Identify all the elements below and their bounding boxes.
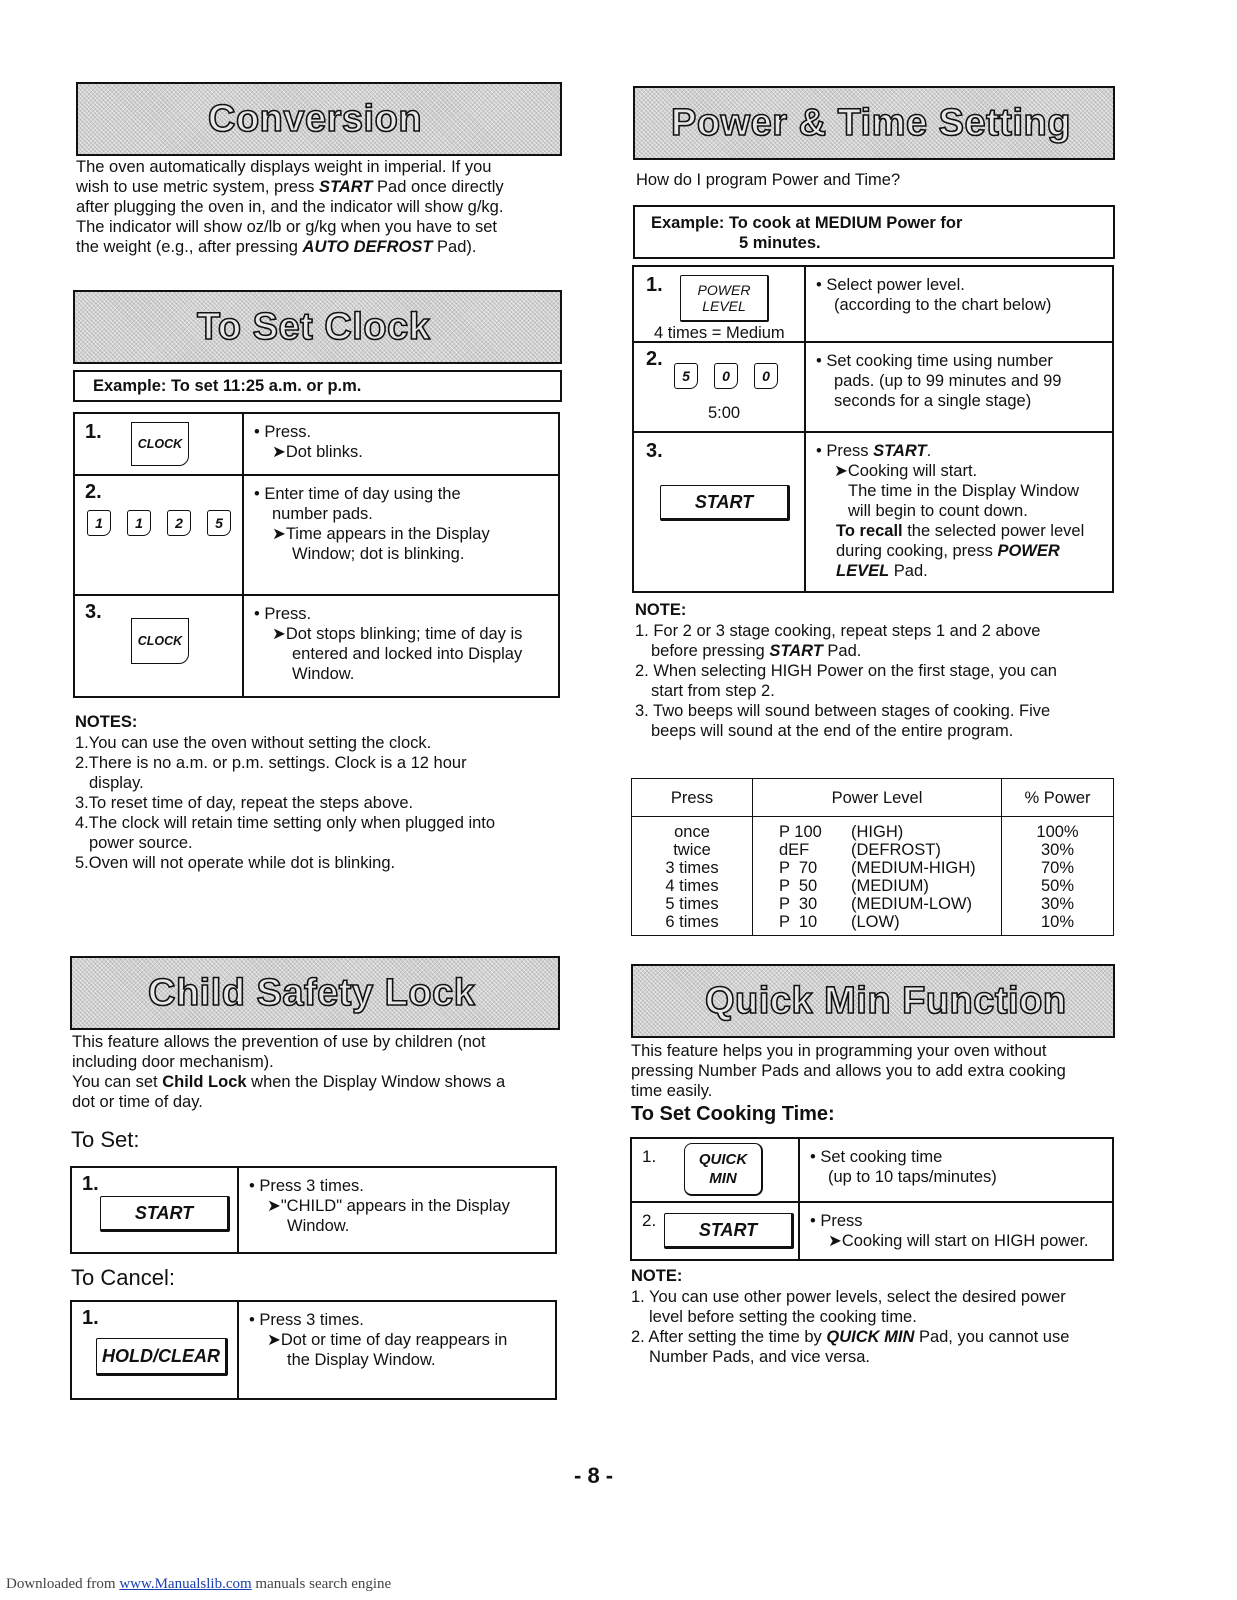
conversion-title: Conversion xyxy=(208,98,423,140)
quick-min-note-heading: NOTE: xyxy=(631,1267,683,1285)
step-number: 1. xyxy=(82,1173,99,1195)
table-cell-level: dEF (DEFROST) xyxy=(779,841,941,859)
table-cell-level: P 100 (HIGH) xyxy=(779,823,904,841)
step-number: 1. xyxy=(82,1307,99,1329)
clock-notes: 1.You can use the oven without setting the clock. 2.There is no a.m. or p.m. settings. Clock is a 12 hour display. 3.To reset time of day, repeat the steps above. 4.The clock will retain time setting only when plugged into power source. 5.Oven will not operate while dot is blinking. xyxy=(75,734,496,872)
conversion-text: The oven automatically displays weight in imperial. If you wish to use metric system, press START Pad once directly after plugging the oven in, and the indicator will show g/kg. The indicator will show oz/lb or g/kg when you have to set the weight (e.g., after pressing AUTO DEFROST Pad). xyxy=(76,158,504,256)
table-cell-level: P 10 (LOW) xyxy=(779,913,900,931)
power-note-heading: NOTE: xyxy=(635,601,687,619)
manualslib-link[interactable]: www.Manualslib.com xyxy=(119,1576,252,1592)
number-pad-0-icon: 0 xyxy=(754,363,778,389)
to-set-cooking-time-heading: To Set Cooking Time: xyxy=(631,1103,835,1125)
step-number: 2. xyxy=(646,348,663,370)
start-pad-icon: START xyxy=(660,485,790,521)
step-number: 3. xyxy=(85,601,102,623)
power-time-banner xyxy=(633,86,1115,160)
column-header: Power Level xyxy=(753,779,1002,817)
step-number: 2. xyxy=(85,481,102,503)
power-steps-table: 1. POWER LEVEL 4 times = Medium • Select power level. (according to the chart below) 2. 5 0 0 5:00 • Set cooking time using number pads. (up to 99 minutes and 99 seconds for a single stage) 3. START • Press START. ➤Cooking will start. The time in the Display Window will begin to count down. To recall the selected power level during cooking, press POWER LEVEL Pad. xyxy=(632,265,1114,593)
column-header: % Power xyxy=(1002,779,1114,817)
quick-min-pad-icon: QUICK MIN xyxy=(684,1143,763,1196)
clock-notes-heading: NOTES: xyxy=(75,713,138,731)
child-lock-text: This feature allows the prevention of use by children (not including door mechanism). You can set Child Lock when the Display Window shows a dot or time of day. xyxy=(72,1033,506,1111)
number-pad-2-icon: 2 xyxy=(167,510,191,536)
clock-title: To Set Clock xyxy=(197,306,431,348)
power-question: How do I program Power and Time? xyxy=(636,171,901,189)
number-pad-5-icon: 5 xyxy=(207,510,231,536)
quick-min-notes: 1. You can use other power levels, select the desired power level before setting the cooking time. 2. After setting the time by QUICK MIN Pad, you cannot use Number Pads, and vice versa. xyxy=(631,1288,1070,1366)
table-cell-level: P 50 (MEDIUM) xyxy=(779,877,929,895)
conversion-banner xyxy=(76,82,562,156)
table-cell-level: P 70 (MEDIUM-HIGH) xyxy=(779,859,976,877)
table-cell-percent: 10% xyxy=(1040,913,1075,931)
number-pad-0-icon: 0 xyxy=(714,363,738,389)
table-cell-press: 6 times xyxy=(665,913,719,931)
child-set-table: 1. START • Press 3 times. ➤"CHILD" appears in the Display Window. xyxy=(70,1166,557,1254)
step-number: 1. xyxy=(642,1147,657,1166)
to-set-heading: To Set: xyxy=(71,1127,140,1152)
table-cell-percent: 70% xyxy=(1040,859,1075,877)
power-time-title: Power & Time Setting xyxy=(671,102,1071,144)
clock-steps-table: 1. CLOCK • Press. ➤Dot blinks. 2. 1 1 2 5 • Enter time of day using the number pads. ➤Time appears in the Display Window; dot is blinking. 3. CLOCK • Press. ➤Dot stops blinking; time of day is entered and locked into Display Window. xyxy=(73,412,560,698)
table-cell-percent: 100% xyxy=(1036,823,1079,841)
step-number: 1. xyxy=(646,274,663,296)
table-cell-percent: 30% xyxy=(1040,895,1075,913)
column-header: Press xyxy=(632,779,753,817)
child-cancel-table: 1. HOLD/CLEAR • Press 3 times. ➤Dot or time of day reappears in the Display Window. xyxy=(70,1300,557,1400)
clock-pad-icon: CLOCK xyxy=(131,618,189,664)
step-number: 1. xyxy=(85,421,102,443)
child-lock-banner xyxy=(70,956,560,1030)
number-pad-1-icon: 1 xyxy=(87,510,111,536)
power-level-pad-icon: POWER LEVEL xyxy=(680,275,769,322)
table-cell-press: once xyxy=(674,823,710,841)
start-pad-icon: START xyxy=(100,1196,230,1232)
quick-min-steps-table: 1. QUICK MIN • Set cooking time (up to 10 taps/minutes) 2. START • Press ➤Cooking will start on HIGH power. xyxy=(630,1137,1114,1261)
start-pad-icon: START xyxy=(664,1213,794,1249)
page-number: - 8 - xyxy=(574,1463,614,1488)
quick-min-banner xyxy=(631,964,1115,1038)
child-lock-title: Child Safety Lock xyxy=(148,972,476,1014)
table-cell-percent: 30% xyxy=(1040,841,1075,859)
table-cell-press: twice xyxy=(673,841,711,859)
power-level-table xyxy=(631,778,1114,936)
download-credit: Downloaded from www.Manualslib.com manuals search engine xyxy=(6,1576,392,1592)
power-notes: 1. For 2 or 3 stage cooking, repeat steps 1 and 2 above before pressing START Pad. 2. When selecting HIGH Power on the first stage, you can start from step 2. 3. Two beeps will sound between stages of cooking. Five beeps will sound at the end of the entire program. xyxy=(635,622,1057,740)
number-pad-5-icon: 5 xyxy=(674,363,698,389)
table-cell-press: 3 times xyxy=(665,859,719,877)
table-cell-level: P 30 (MEDIUM-LOW) xyxy=(779,895,972,913)
to-cancel-heading: To Cancel: xyxy=(71,1265,175,1290)
quick-min-title: Quick Min Function xyxy=(705,980,1067,1022)
step-number: 3. xyxy=(646,440,663,462)
clock-banner xyxy=(73,290,562,364)
hold-clear-pad-icon: HOLD/CLEAR xyxy=(96,1338,228,1376)
power-example: Example: To cook at MEDIUM Power for 5 minutes. xyxy=(633,205,1115,259)
step-number: 2. xyxy=(642,1211,657,1230)
quick-min-text: This feature helps you in programming your oven without pressing Number Pads and allows you to add extra cooking time easily. xyxy=(631,1042,1066,1100)
table-cell-percent: 50% xyxy=(1040,877,1075,895)
clock-example: Example: To set 11:25 a.m. or p.m. xyxy=(73,370,562,402)
clock-pad-icon: CLOCK xyxy=(131,422,189,466)
number-pad-1-icon: 1 xyxy=(127,510,151,536)
table-cell-press: 5 times xyxy=(665,895,719,913)
table-cell-press: 4 times xyxy=(665,877,719,895)
